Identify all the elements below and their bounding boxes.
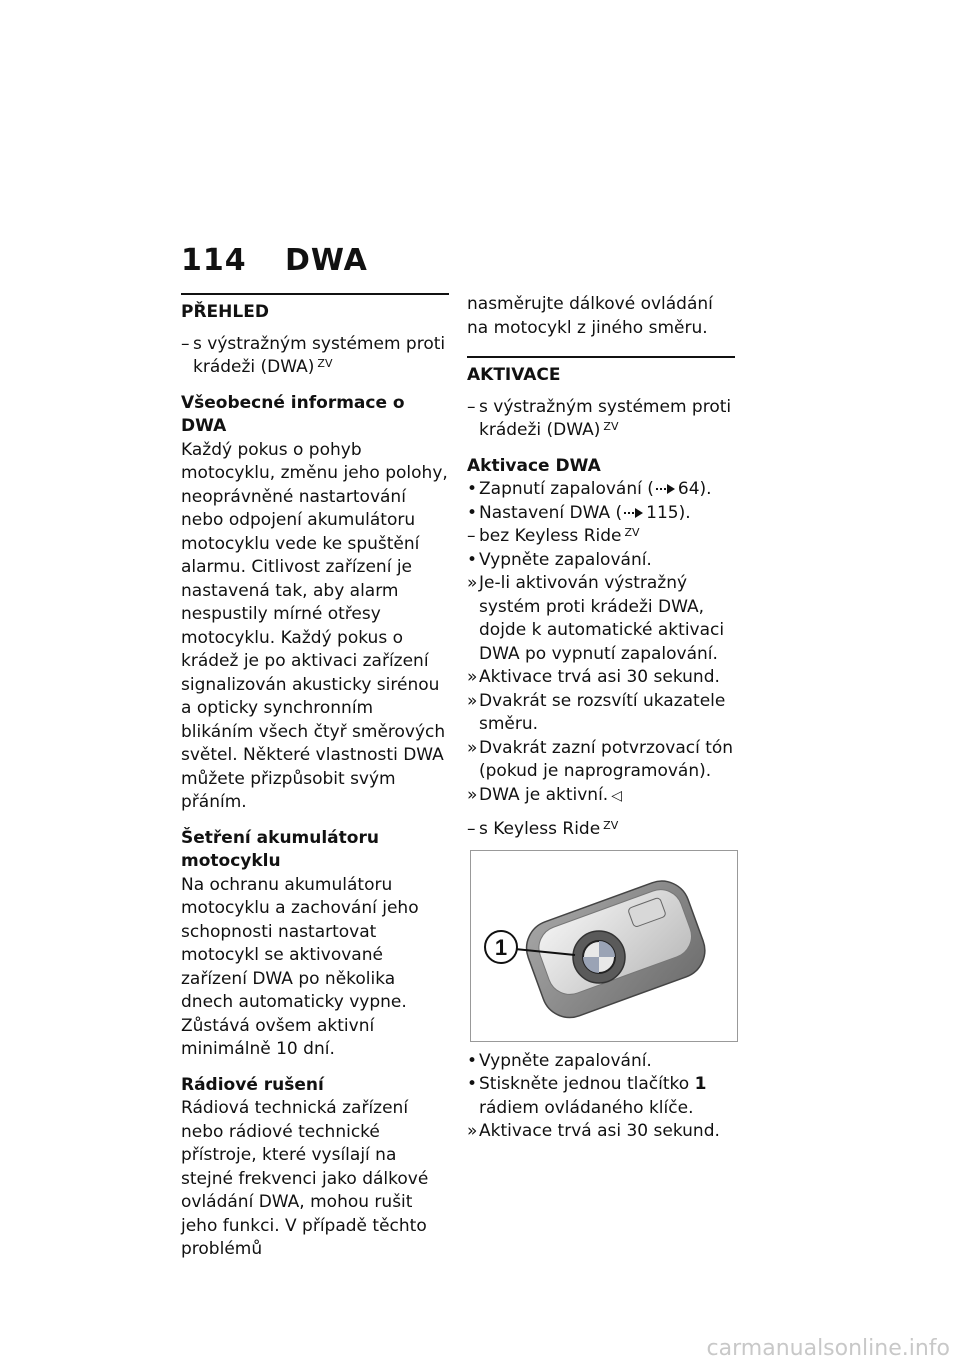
left-column: [181, 293, 449, 1262]
list-item: [467, 1073, 735, 1120]
bullet: •: [467, 502, 478, 523]
step-text: Vypněte zapalování.: [479, 549, 652, 570]
result-marker: »: [467, 1121, 478, 1141]
optional-equipment-mark: ZV: [603, 819, 619, 832]
watermark-footer[interactable]: carmanualsonline.info: [706, 1336, 950, 1361]
subsection-title: Šetření akumulátoru motocyklu: [181, 827, 379, 871]
subsection-title: Rádiové rušení: [181, 1074, 324, 1095]
step-text: Vypněte zapalování.: [479, 1050, 652, 1071]
bullet: •: [467, 479, 478, 499]
list-item: [467, 502, 735, 526]
bullet: •: [467, 1050, 478, 1071]
page-header: [181, 243, 368, 278]
step-text: Stiskněte jednou tlačítko: [479, 1074, 690, 1094]
list-item: [467, 1050, 735, 1074]
list-item: [467, 690, 735, 737]
step-text: Aktivace trvá asi 30 sekund.: [479, 667, 720, 687]
subsection-title: Všeobecné informace o DWA: [181, 392, 405, 436]
optional-equipment-mark: ZV: [603, 420, 619, 433]
list-item: [467, 478, 735, 502]
result-marker: »: [467, 784, 478, 805]
condition-keyless: – s Keyless Ride $^{ZV}$: [467, 819, 619, 839]
condition-text: s Keyless Ride: [479, 819, 601, 839]
result-marker: »: [467, 667, 478, 687]
list-item: [467, 572, 735, 666]
radio-key-illustration: [471, 851, 738, 1042]
result-marker: »: [467, 573, 478, 593]
condition-no-keyless: – bez Keyless Ride $^{ZV}$: [467, 526, 640, 546]
paragraph-continuation: nasměrujte dálkové ovládání na motocykl z jiného směru.: [467, 294, 713, 338]
section-title: DWA: [285, 243, 368, 278]
list-item: [467, 784, 735, 809]
list-item: [467, 549, 735, 573]
subsection-title: Aktivace DWA: [467, 455, 601, 476]
result-marker: »: [467, 690, 478, 711]
page-reference-arrow-icon: [624, 508, 644, 518]
overview-title: PŘEHLED: [181, 302, 269, 322]
section-rule: [181, 293, 449, 295]
paragraph: Každý pokus o pohyb motocyklu, změnu jeho polohy, neoprávněné nastartování nebo odpojení akumulátoru motocyklu vede ke spuštění alarmu. Citlivost zařízení je nastavená tak, aby alarm nespustily mírné otřesy motocyklu. Každý pokus o krádež je po aktivaci zařízení signalizován akusticky sirénou a opticky synchronním blikáním všech čtyř směrových světel. Některé vlastnosti DWA můžete přizpůsobit svým přáním.: [181, 439, 448, 812]
condition-dwa: – s výstražným systémem proti krádeži (DWA) $^{ZV}$: [181, 333, 446, 377]
step-text: rádiem ovládaného klíče.: [479, 1097, 694, 1118]
step-text: Nastavení DWA (: [479, 502, 623, 523]
page-reference[interactable]: 64).: [677, 479, 712, 499]
condition-text: bez Keyless Ride: [479, 526, 622, 546]
step-text: Zapnutí zapalování (: [479, 479, 654, 499]
list-item: [467, 666, 735, 690]
optional-equipment-mark: ZV: [624, 526, 640, 539]
step-text: Aktivace trvá asi 30 sekund.: [479, 1121, 720, 1141]
result-marker: »: [467, 737, 478, 758]
optional-equipment-mark: ZV: [317, 357, 333, 370]
bullet: •: [467, 1074, 478, 1094]
page-number: 114: [181, 243, 247, 278]
key-button-icon: [573, 931, 625, 983]
section-rule: [467, 356, 735, 358]
page-reference[interactable]: 115).: [646, 502, 691, 523]
list-item: [467, 1120, 735, 1144]
paragraph: Na ochranu akumulátoru motocyklu a zachování jeho schopnosti nastartovat motocykl se aktivované zařízení DWA po několika dnech automaticky vypne. Zůstává ovšem aktivní minimálně 10 dní.: [181, 874, 419, 1059]
end-of-section-icon: ◁: [611, 787, 622, 804]
condition-dwa: – s výstražným systémem proti krádeži (DWA) $^{ZV}$: [467, 396, 732, 440]
step-text: Je-li aktivován výstražný systém proti krádeži DWA, dojde k automatické aktivaci DWA po vypnutí zapalování.: [479, 573, 725, 664]
paragraph: Rádiová technická zařízení nebo rádiové technické přístroje, které vysílají na stejné frekvenci jako dálkové ovládání DWA, mohou rušit jeho funkci. V případě těchto problémů: [181, 1098, 429, 1259]
step-text: Dvakrát se rozsvítí ukazatele směru.: [479, 690, 726, 734]
step-text: DWA je aktivní.: [479, 784, 609, 805]
key-figure: [470, 850, 738, 1042]
page-reference-arrow-icon: [656, 484, 676, 494]
step-text: Dvakrát zazní potvrzovací tón (pokud je naprogramován).: [479, 737, 734, 781]
right-column: [467, 293, 735, 1144]
condition-text: s výstražným systémem proti krádeži (DWA): [193, 333, 446, 377]
condition-text: s výstražným systémem proti krádeži (DWA): [479, 396, 732, 440]
activation-title: AKTIVACE: [467, 365, 561, 385]
callout-label: 1: [494, 934, 508, 960]
list-item: [467, 737, 735, 784]
button-reference: 1: [694, 1074, 707, 1094]
bullet: •: [467, 549, 478, 570]
